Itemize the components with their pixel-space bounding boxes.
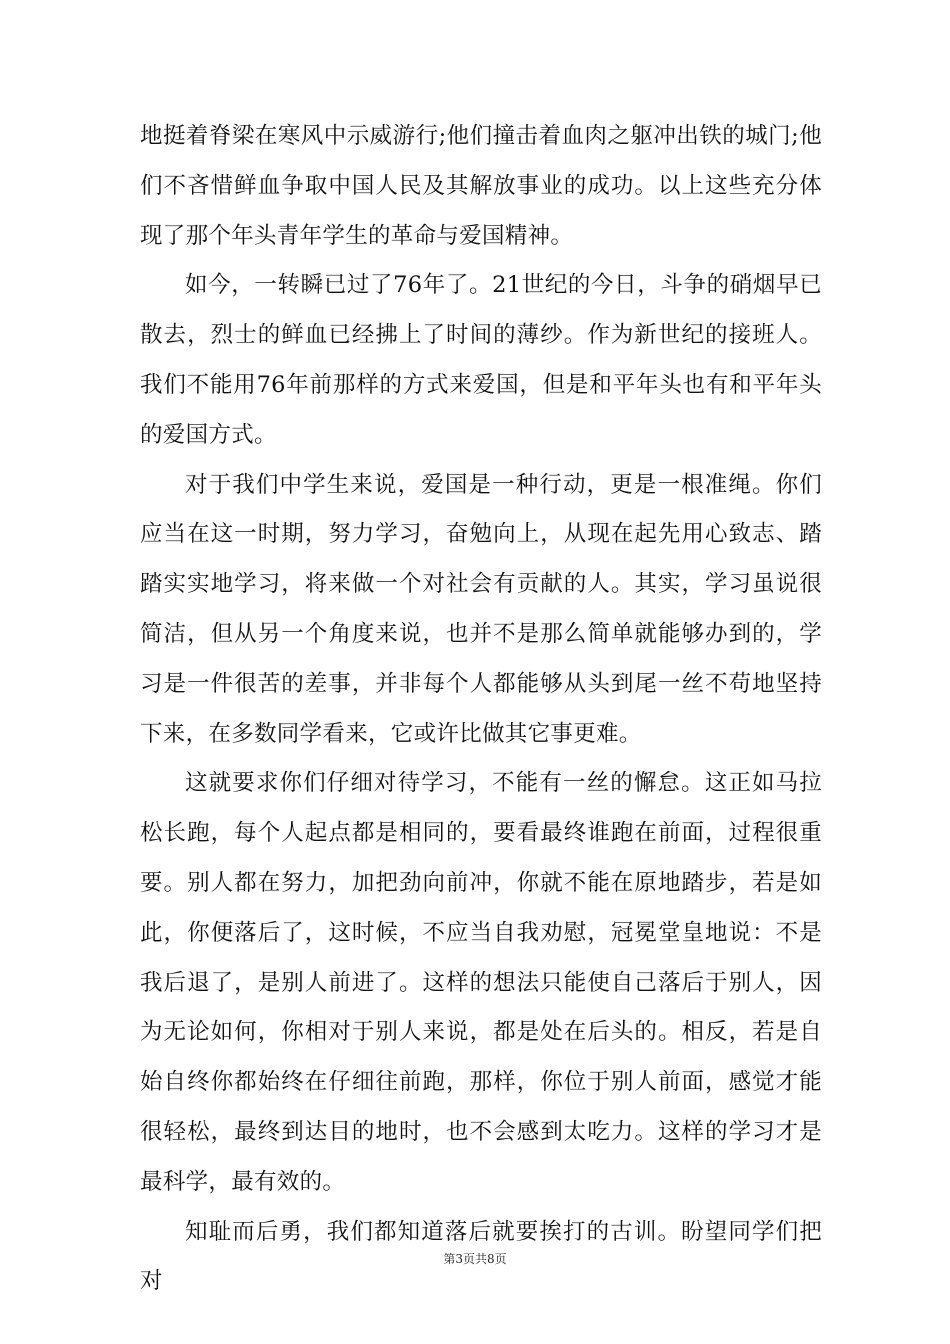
paragraph: 这就要求你们仔细对待学习，不能有一丝的懈怠。这正如马拉松长跑，每个人起点都是相同的，要看最终谁跑在前面，过程很重要。别人都在努力，加把劲向前冲，你就不能在原地踏步，若是如此，你便落后了，这时候，不应当自我劝慰，冠冕堂皇地说：不是我后退了，是别人前进了。这样的想法只能使自己落后于别人，因为无论如何，你相对于别人来说，都是处在后头的。相反，若是自始自终你都始终在仔细往前跑，那样，你位于别人前面，感觉才能很轻松，最终到达目的地时，也不会感到太吃力。这样的学习才是最科学，最有效的。 bbox=[140, 770, 822, 1195]
paragraph: 如今，一转瞬已过了76年了。21世纪的今日，斗争的硝烟早已散去，烈士的鲜血已经拂上了时间的薄纱。作为新世纪的接班人。我们不能用76年前那样的方式来爱国，但是和平年头也有和平年头的爱国方式。 bbox=[140, 272, 822, 448]
page-number-footer: 第3页共8页 bbox=[443, 1252, 507, 1266]
paragraph: 知耻而后勇，我们都知道落后就要挨打的古训。盼望同学们把对 bbox=[140, 1218, 822, 1295]
paragraph: 对于我们中学生来说，爱国是一种行动，更是一根准绳。你们应当在这一时期，努力学习，奋勉向上，从现在起先用心致志、踏踏实实地学习，将来做一个对社会有贡献的人。其实，学习虽说很简洁，但从另一个角度来说，也并不是那么简单就能够办到的，学习是一件很苦的差事，并非每个人都能够从头到尾一丝不苟地坚持下来，在多数同学看来，它或许比做其它事更难。 bbox=[140, 471, 822, 747]
document-body bbox=[140, 112, 822, 1307]
paragraph-continuation: 地挺着脊梁在寒风中示威游行;他们撞击着血肉之躯冲出铁的城门;他们不吝惜鲜血争取中国人民及其解放事业的成功。以上这些充分体现了那个年头青年学生的革命与爱国精神。 bbox=[140, 123, 822, 249]
